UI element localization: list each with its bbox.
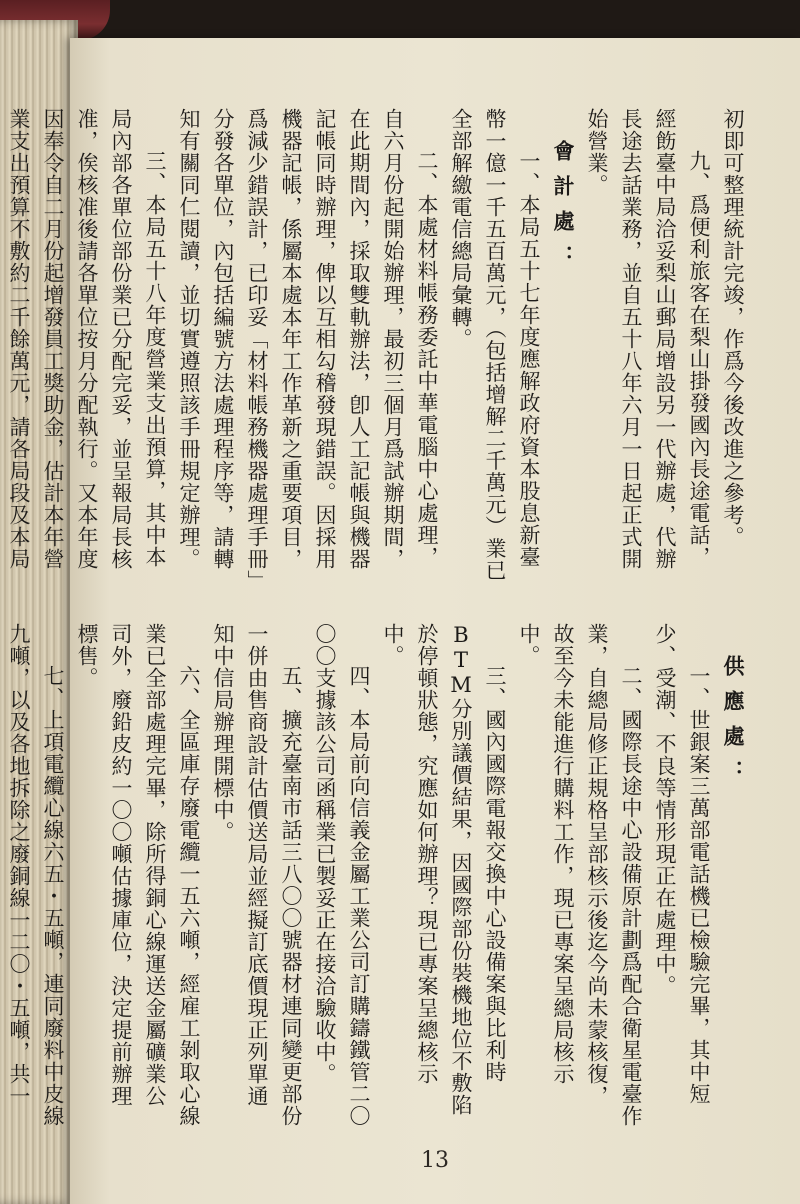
list-item: 二、本處材料帳務委託中華電腦中心處理，自六月份起開始辦理，最初三個月爲試辦期間，在此期間內，採取雙軌辦法，卽人工記帳與機器記帳同時辦理，俾以互相勾稽發現錯誤。因採用機器記帳，係屬本處本年工作革新之重要項目，爲減少錯誤計，已印妥「材料帳務機器處理手冊」分發各單位，內包括編號方法處理程序等，請轉知有關同仁閱讀，並切實遵照該手冊規定辦理。 bbox=[177, 108, 439, 582]
list-item: 二、國際長途中心設備原計劃爲配合衛星電臺作業，自總局修正規格呈部核示後迄今尚未蒙核復，故至今未能進行購料工作，現已專案呈總局核示中。 bbox=[517, 623, 643, 1127]
section-heading-accounting: 會計處： bbox=[551, 139, 576, 280]
page-number: 13 bbox=[421, 1148, 449, 1173]
paragraph: 九、爲便利旅客在梨山掛發國內長途電話，經飭臺中局洽妥梨山郵局增設另一代辦處，代辦長途去話業務，並自五十八年六月一日起正式開始營業。 bbox=[585, 108, 711, 570]
list-item: 一、本局五十七年度應解政府資本股息新臺幣一億一千五百萬元，（包括增解二千萬元）業已全部解繳電信總局彙轉。 bbox=[449, 108, 541, 582]
list-item: 五、擴充臺南市話三八〇〇號器材連同變更部份一併由售商設計估價送局並經擬訂底價現正列單通知中信局辦理開標中。 bbox=[211, 623, 303, 1127]
list-item: 一、世銀案三萬部電話機已檢驗完畢，其中短少、受潮、不良等情形現正在處理中。 bbox=[653, 623, 711, 1105]
paragraph: 初即可整理統計完竣，作爲今後改進之參考。 bbox=[721, 108, 745, 548]
bottom-text-block bbox=[0, 623, 750, 1128]
list-item: 七、上項電纜心線六五・五噸，連同廢料中皮線九噸，以及各地拆除之廢銅線一二〇・五噸，共一 bbox=[7, 623, 65, 1127]
list-item: 三、國內國際電報交換中心設備案與比利時BTM分別議價結果，因國際部份裝機地位不敷陷於停頓狀態，究應如何辦理？現已專案呈總核示中。 bbox=[381, 623, 507, 1116]
document-page bbox=[7, 38, 800, 1204]
top-text-block bbox=[0, 108, 750, 588]
list-item: 四、本局前向信義金屬工業公司訂購鑄鐵管二〇〇〇支據該公司函稱業已製妥正在接洽驗收中。 bbox=[313, 623, 371, 1127]
section-heading-supply: 供應處： bbox=[721, 654, 746, 795]
list-item: 三、本局五十八年度營業支出預算，其中本局內部各單位部份業已分配完妥，並呈報局長核准，俟核准後請各單位按月分配執行。又本年度因奉令自二月份起增發員工獎助金，估計本年營業支出預算不敷約二千餘萬元，請各局段及本局 bbox=[7, 108, 167, 570]
list-item: 六、全區庫存廢電纜一五六噸，經雇工剝取心線業已全部處理完畢，除所得銅心線運送金屬礦業公司外，廢鉛皮約一〇〇噸估據庫位，決定提前辦理標售。 bbox=[75, 623, 201, 1127]
